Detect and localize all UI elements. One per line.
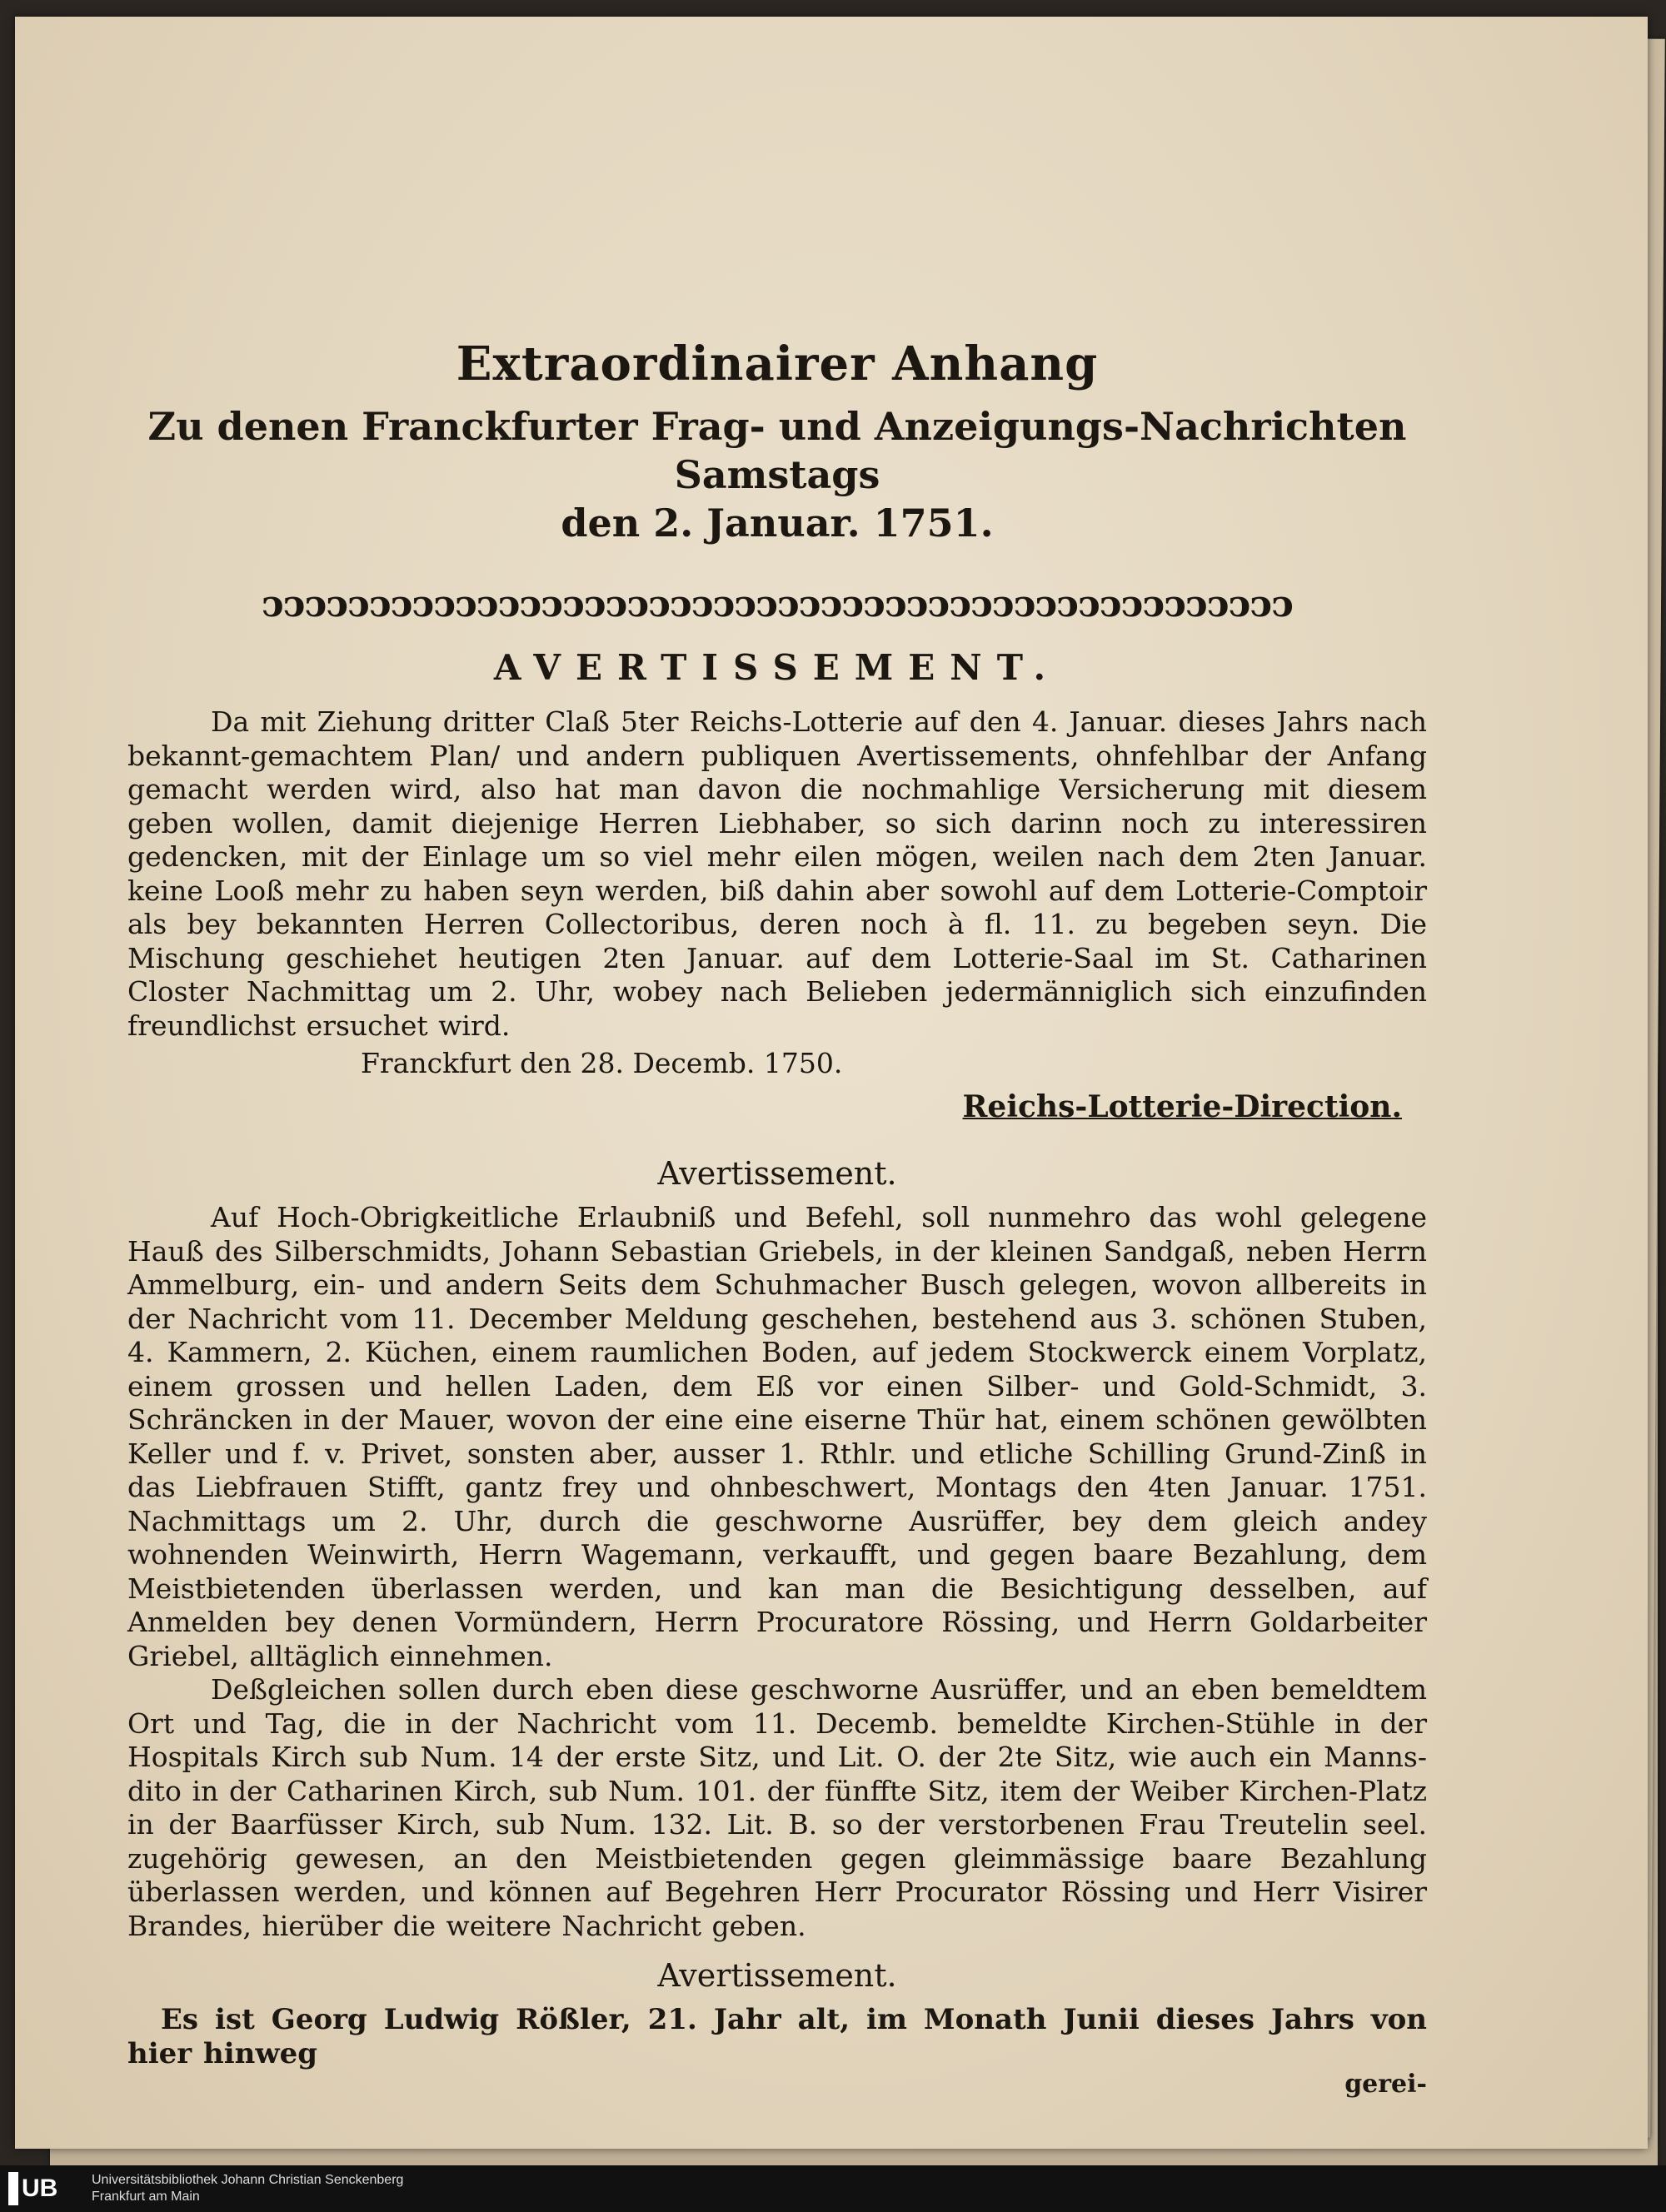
signature: Reichs-Lotterie-Direction. bbox=[962, 1089, 1402, 1124]
library-footer bbox=[0, 2165, 1666, 2212]
footer-line2: Frankfurt am Main bbox=[92, 2190, 200, 2204]
ub-logo-bar-icon bbox=[8, 2172, 18, 2205]
catchword: gerei- bbox=[1344, 2070, 1427, 2099]
section-heading-missing-person: Avertissement. bbox=[657, 1957, 897, 1994]
footer-text bbox=[92, 2172, 403, 2205]
footer-line1: Universitätsbibliothek Johann Christian Senckenberg bbox=[92, 2173, 404, 2187]
section-body-house-sale: Auf Hoch-Obrigkeitliche Erlaubniß und Befehl, soll nunmehro das wohl gelegene Hauß des Silberschmidts, Johann Sebastian Griebels, in der kleinen Sandgaß, neben Herrn Ammelburg, ein- und andern Seits dem Schuhmacher Busch gelegen, wovon allbereits in der Nachricht vom 11. December Meldung geschehen, bestehend aus 3. schönen Stuben, 4. Kammern, 2. Küchen, einem raumlichen Boden, auf jedem Stockwerck einem Vorplatz, einem grossen und hellen Laden, dem Eß vor einen Silber- und Gold-Schmidt, 3. Schräncken in der Mauer, wovon der eine eine eiserne Thür hat, einem schönen gewölbten Keller und f. v. Privet, sonsten aber, ausser 1. Rthlr. und etliche Schilling Grund-Zinß in das Liebfrauen Stifft, gantz frey und ohnbeschwert, Montags den 4ten Januar. 1751. Nachmittags um 2. Uhr, durch die geschworne Ausrüffer, bey dem gleich andey wohnenden Weinwirth, Herrn Wagemann, verkaufft, und gegen baare Bezahlung, dem Meistbietenden überlassen werden, und kan man die Besichtigung desselben, auf Anmelden bey denen Vormündern, Herrn Procuratore Rössing, und Herrn Goldarbeiter Griebel, alltäglich einnehmen. bbox=[127, 1201, 1427, 1672]
document-title: Extraordinairer Anhang bbox=[456, 336, 1099, 391]
document-subtitle-line1: Zu denen Franckfurter Frag- und Anzeigungs-Nachrichten Samstags bbox=[147, 404, 1407, 497]
section-body-church-seats: Deßgleichen sollen durch eben diese geschworne Ausrüffer, und an eben bemeldtem Ort und Tag, die in der Nachricht vom 11. Decemb. bemeldte Kirchen-Stühle in der Hospitals Kirch sub Num. 14 der erste Sitz, und Lit. O. der 2te Sitz, wie auch ein Manns-dito in der Catharinen Kirch, sub Num. 101. der fünffte Sitz, item der Weiber Kirchen-Platz in der Baarfüsser Kirch, sub Num. 132. Lit. B. so der verstorbenen Frau Treutelin seel. zugehörig gewesen, an den Meistbietenden gegen gleimmässige baare Bezahlung überlassen werden, und können auf Begehren Herr Procurator Rössing und Herr Visirer Brandes, hierüber die weitere Nachricht geben. bbox=[127, 1673, 1427, 1942]
section-heading-house-sale: Avertissement. bbox=[657, 1155, 897, 1192]
section-body-missing-person: Es ist Georg Ludwig Rößler, 21. Jahr alt, im Monath Junii dieses Jahrs von hier hinweg bbox=[127, 2003, 1427, 2070]
ub-logo bbox=[8, 2170, 85, 2207]
section-heading-avertissement: AVERTISSEMENT. bbox=[493, 647, 1061, 688]
date-line: Franckfurt den 28. Decemb. 1750. bbox=[361, 1047, 843, 1079]
document-page bbox=[15, 17, 1648, 2149]
document-subtitle-line2: den 2. Januar. 1751. bbox=[561, 501, 994, 546]
ornament-divider: ↄↄↄↄↄↄↄↄↄↄↄↄↄↄↄↄↄↄↄↄↄↄↄↄↄↄↄↄↄↄↄↄↄↄↄↄↄↄↄↄↄↄↄↄↄↄↄↄ bbox=[262, 584, 1293, 625]
ub-logo-text: UB bbox=[22, 2175, 58, 2202]
section-body-lottery: Da mit Ziehung dritter Claß 5ter Reichs-Lotterie auf den 4. Januar. dieses Jahrs nach bekannt-gemachtem Plan/ und andern publiquen Avertissements, ohnfehlbar der Anfang gemacht werden wird, also hat man davon die nochmahlige Versicherung mit diesem geben wollen, damit diejenige Herren Liebhaber, so sich darinn noch zu interessiren gedencken, mit der Einlage um so viel mehr eilen mögen, weilen nach dem 2ten Januar. keine Looß mehr zu haben seyn werden, biß dahin aber sowohl auf dem Lotterie-Comptoir als bey bekannten Herren Collectoribus, deren noch à fl. 11. zu begeben seyn. Die Mischung geschiehet heutigen 2ten Januar. auf dem Lotterie-Saal im St. Catharinen Closter Nachmittag um 2. Uhr, wobey nach Belieben jedermänniglich sich einzufinden freundlichst ersuchet wird. bbox=[127, 705, 1427, 1042]
document-content bbox=[127, 337, 1427, 2099]
